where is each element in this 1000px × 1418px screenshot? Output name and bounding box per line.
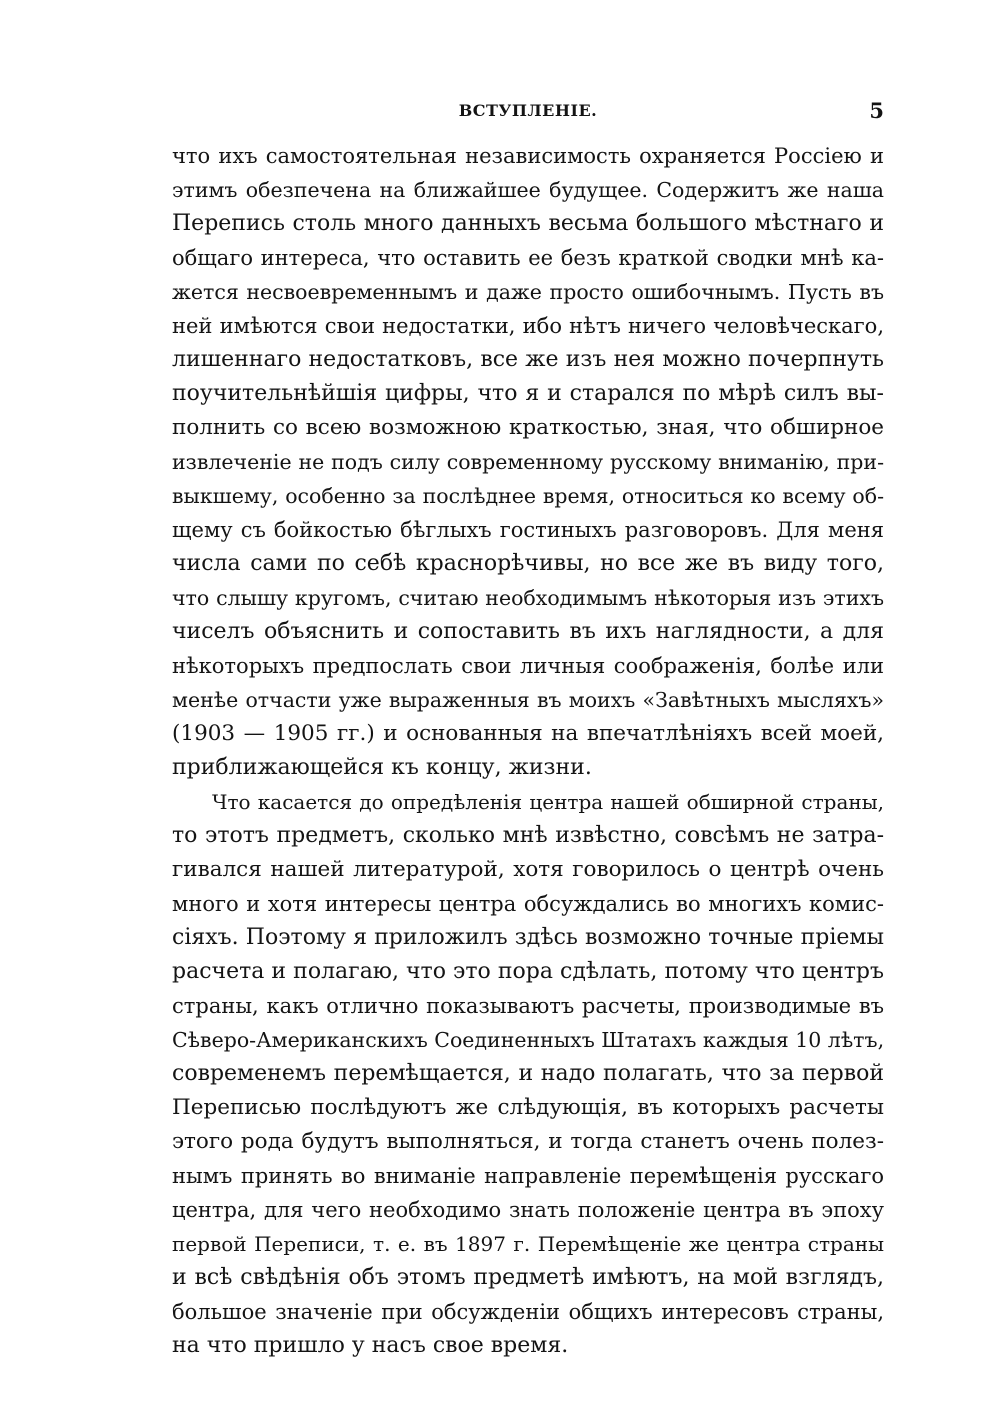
text-line: поучительнѣйшія цифры, что я и старался по мѣрѣ силъ вы- — [172, 381, 884, 406]
text-line: лишеннаго недостатковъ, все же изъ нея можно почерпнуть — [172, 347, 884, 372]
text-line: (1903 — 1905 гг.) и основанныя на впечатлѣніяхъ всей моей, — [172, 721, 884, 746]
text-line: ней имѣются свои недостатки, ибо нѣтъ ничего человѣческаго, — [172, 314, 884, 338]
text-line: что слышу кругомъ, считаю необходимымъ нѣкоторыя изъ этихъ — [172, 586, 884, 610]
paragraph-2 — [172, 785, 884, 1363]
page-number: 5 — [869, 98, 884, 123]
text-line: много и хотя интересы центра обсуждались во многихъ комис- — [172, 892, 884, 916]
body-text — [172, 139, 884, 1363]
page-header — [172, 96, 884, 126]
text-line: извлеченіе не подъ силу современному русскому вниманію, при- — [172, 450, 884, 474]
text-line: и всѣ свѣдѣнія объ этомъ предметѣ имѣютъ, на мой взглядъ, — [172, 1265, 884, 1290]
text-line: общаго интереса, что оставить ее безъ краткой сводки мнѣ ка- — [172, 246, 884, 270]
text-line: нымъ принять во вниманіе направленіе перемѣщенія русскаго — [172, 1164, 884, 1188]
paragraph-1 — [172, 139, 884, 785]
text-line: то этотъ предметъ, сколько мнѣ извѣстно, совсѣмъ не затра- — [172, 823, 884, 848]
text-line: первой Переписи, т. е. въ 1897 г. Перемѣщеніе же центра страны — [172, 1232, 884, 1256]
text-line: на что пришло у насъ свое время. — [172, 1333, 569, 1358]
text-line: жется несвоевременнымъ и даже просто ошибочнымъ. Пусть въ — [172, 280, 884, 304]
text-line: Перепись столь много данныхъ весьма большого мѣстнаго и — [172, 211, 884, 236]
text-line: Переписью послѣдуютъ же слѣдующія, въ которыхъ расчеты — [172, 1095, 884, 1120]
text-line: центра, для чего необходимо знать положеніе центра въ эпоху — [172, 1198, 884, 1222]
text-line: чиселъ объяснить и сопоставить въ ихъ наглядности, а для — [172, 619, 884, 644]
text-line: этимъ обезпечена на ближайшее будущее. Содержитъ же наша — [172, 178, 884, 202]
text-line: менѣе отчасти уже выраженныя въ моихъ «Завѣтныхъ мысляхъ» — [172, 688, 884, 712]
text-line: сіяхъ. Поэтому я приложилъ здѣсь возможно точные пріемы — [172, 925, 884, 950]
text-line: нѣкоторыхъ предпослать свои личныя соображенія, болѣе или — [172, 654, 884, 678]
text-line: приближающейся къ концу, жизни. — [172, 755, 592, 780]
text-line: современемъ перемѣщается, и надо полагать, что за первой — [172, 1061, 884, 1086]
text-line: Что касается до опредѣленія центра нашей обширной страны, — [212, 790, 884, 814]
text-line: этого рода будутъ выполняться, и тогда станетъ очень полез- — [172, 1129, 884, 1154]
text-line: страны, какъ отлично показываютъ расчеты, производимые въ — [172, 994, 884, 1018]
running-title: ВСТУПЛЕНІЕ. — [458, 101, 598, 120]
text-line: выкшему, особенно за послѣднее время, относиться ко всему об- — [172, 484, 884, 508]
text-line: что ихъ самостоятельная независимость охраняется Россіею и — [172, 144, 884, 168]
text-line: расчета и полагаю, что это пора сдѣлать, потому что центръ — [172, 959, 884, 984]
text-line: щему съ бойкостью бѣглыхъ гостиныхъ разговоровъ. Для меня — [172, 518, 884, 542]
text-line: полнить со всею возможною краткостью, зная, что обширное — [172, 415, 884, 440]
text-line: Сѣверо-Американскихъ Соединенныхъ Штатахъ каждыя 10 лѣтъ, — [172, 1028, 884, 1052]
text-line: гивался нашей литературой, хотя говорилось о центрѣ очень — [172, 857, 884, 882]
text-line: числа сами по себѣ краснорѣчивы, но все же въ виду того, — [172, 551, 884, 576]
text-line: большое значеніе при обсужденіи общихъ интересовъ страны, — [172, 1300, 884, 1324]
